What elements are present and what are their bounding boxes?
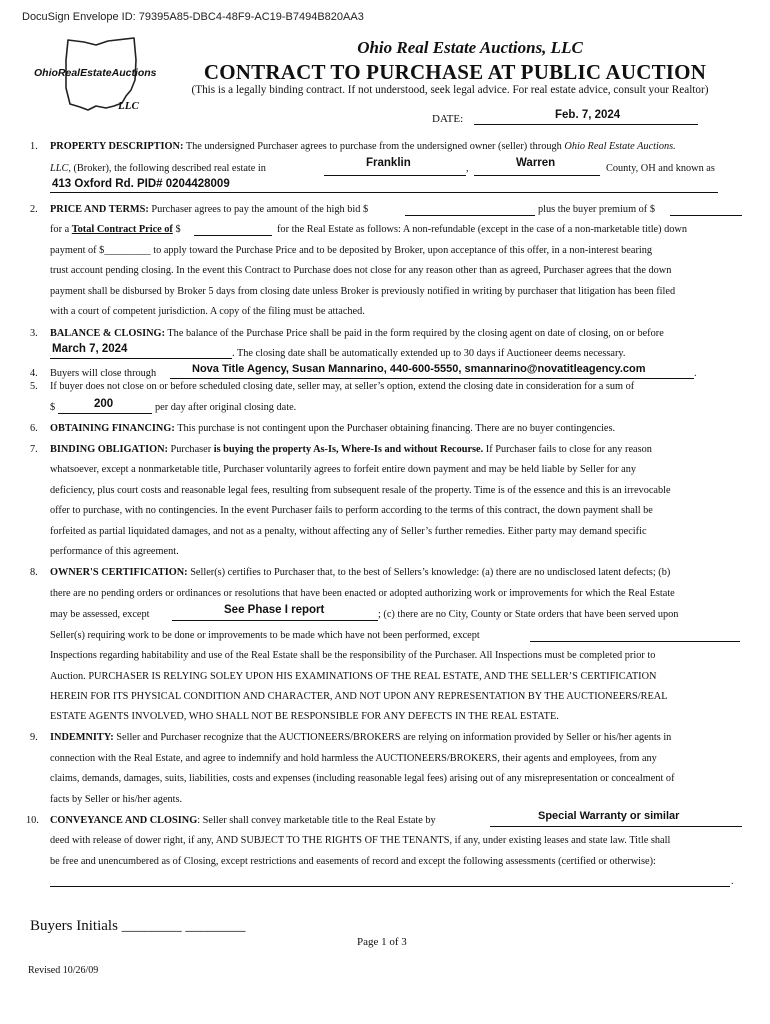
comma: , [466, 163, 469, 174]
logo-llc: LLC [118, 100, 139, 112]
section-number: 7. [30, 444, 38, 455]
section-10-line-1 [50, 815, 436, 826]
per-day-amount-field[interactable] [58, 413, 152, 414]
section-7-line-2: whatsoever, except a nonmarketable title, Purchaser voluntarily agrees to forfeit entire down payment and may be held liable by Seller for any [50, 464, 637, 475]
section-number: 8. [30, 567, 38, 578]
section-8-line-2: there are no pending orders or ordinances or resolutions that have been enacted or adopted authorizing work or improvements for which the Real Estate [50, 588, 675, 599]
section-7-line-3: deficiency, plus court costs and reasonable legal fees, resulting from subsequent resale of the property. Time is of the essence and this is an irrevocable [50, 485, 671, 496]
section-1-text: The undersigned Purchaser agrees to purchase from the undersigned owner (seller) through [185, 141, 562, 152]
section-8-line-7: HEREIN FOR ITS PHYSICAL CONDITION AND CHARACTER, AND NOT UPON ANY REPRESENTATION BY THE AUCTIONEERS/REAL [50, 691, 668, 702]
period: . [694, 368, 697, 379]
address-value: 413 Oxford Rd. PID# 0204428009 [52, 178, 230, 190]
section-6-line [50, 423, 615, 434]
section-2-dollar: $ [175, 224, 181, 235]
section-number: 2. [30, 204, 38, 215]
date-field[interactable] [474, 124, 698, 125]
section-number: 10. [26, 815, 39, 826]
section-number: 5. [30, 381, 38, 392]
section-4-text: Buyers will close through [50, 368, 157, 379]
section-7-line-4: offer to purchase, with no contingencies. In the event Purchaser fails to perform according to the terms of this contract, the down payment shall be [50, 505, 653, 516]
section-3-heading: BALANCE & CLOSING: [50, 328, 165, 339]
county-field[interactable] [474, 175, 600, 176]
date-value: Feb. 7, 2024 [555, 109, 621, 121]
address-field[interactable] [50, 192, 718, 193]
section-1-county-text: County, OH and known as [606, 163, 715, 174]
section-10-text: : Seller shall convey marketable title to the Real Estate by [197, 815, 436, 826]
closing-date-field[interactable] [50, 358, 232, 359]
section-8-heading: OWNER'S CERTIFICATION: [50, 567, 188, 578]
section-9-line-3: claims, demands, damages, suits, liabilities, costs and expenses (including reasonable legal fees) arising out of any misrepresentation or concealment of [50, 773, 675, 784]
section-number: 6. [30, 423, 38, 434]
section-3-line-2: . The closing date shall be automatically extended up to 30 days if Auctioneer deems necessary. [232, 348, 626, 359]
section-2-line-6: with a court of competent jurisdiction. A copy of the filing must be attached. [50, 306, 365, 317]
assessments-field[interactable] [50, 886, 730, 887]
section-7-purchaser: Purchaser [170, 444, 212, 455]
section-2-line-2-rest: for the Real Estate as follows: A non-refundable (except in the case of a non-marketable title) down [277, 224, 688, 235]
section-2-text: Purchaser agrees to pay the amount of the high bid $ [151, 204, 369, 215]
section-10-heading: CONVEYANCE AND CLOSING [50, 815, 198, 826]
section-9-heading: INDEMNITY: [50, 732, 114, 743]
section-5-line-1: If buyer does not close on or before scheduled closing date, seller may, at seller’s option, extend the closing date in consideration for a sum of [50, 381, 635, 392]
section-1-line-2 [50, 163, 266, 174]
total-contract-price-label: Total Contract Price of [71, 224, 173, 235]
section-2-line-3: payment of $_________ to apply toward the Purchase Price and to be deposited by Broker, upon acceptance of this offer, in a non-interest bearing [50, 245, 653, 256]
assessment-exception-value: See Phase I report [224, 604, 325, 616]
section-3-line-1 [50, 328, 664, 339]
section-3-text: The balance of the Purchase Price shall be paid in the form required by the closing agent on date of closing, on or before [167, 328, 664, 339]
section-9-line-1 [50, 732, 671, 743]
section-8-line-1 [50, 567, 670, 578]
high-bid-field[interactable] [405, 215, 535, 216]
section-7-line-6: performance of this agreement. [50, 546, 179, 557]
section-1-firm-italic: Ohio Real Estate Auctions. [564, 141, 676, 152]
section-number: 4. [30, 368, 38, 379]
section-1-text-2: (Broker), the following described real estate in [73, 163, 266, 174]
assessment-exception-field[interactable] [172, 620, 378, 621]
deed-type-field[interactable] [490, 826, 742, 827]
section-7-text: If Purchaser fails to close for any reason [485, 444, 652, 455]
city-field[interactable] [324, 175, 466, 176]
section-1-llc: LLC, [50, 163, 71, 174]
section-10-line-3: be free and unencumbered as of Closing, except restrictions and easements of record and except the following assessments (certified or otherwise): [50, 856, 656, 867]
section-5-dollar: $ [50, 402, 56, 413]
docusign-envelope-id: DocuSign Envelope ID: 79395A85-DBC4-48F9-AC19-B7494B820AA3 [22, 11, 364, 23]
section-2-line-4: trust account pending closing. In the event this Contract to Purchase does not close for any reason other than as agreed, Purchaser agrees that the down [50, 265, 672, 276]
section-9-line-4: facts by Seller or his/her agents. [50, 794, 183, 805]
deed-type-value: Special Warranty or similar [538, 810, 680, 822]
buyers-initials[interactable]: Buyers Initials ________ ________ [30, 918, 246, 934]
section-10-line-2: deed with release of dower right, if any, AND SUBJECT TO THE RIGHTS OF THE TENANTS, if any, under existing leases and state law. Title shall [50, 835, 671, 846]
section-9-line-2: connection with the Real Estate, and agree to indemnify and hold harmless the AUCTIONEERS/BROKERS, their agents and employees, from any [50, 753, 657, 764]
closing-agent-value: Nova Title Agency, Susan Mannarino, 440-600-5550, smannarino@novatitleagency.com [192, 363, 646, 375]
section-8-line-3b: ; (c) there are no City, County or State orders that have been served upon [378, 609, 679, 620]
city-value: Franklin [366, 157, 411, 169]
buyer-premium-field[interactable] [670, 215, 742, 216]
page-number: Page 1 of 3 [357, 936, 407, 948]
section-7-line-5: forfeited as partial liquidated damages, and not as a penalty, without affecting any of Seller’s further remedies. Either party may demand specific [50, 526, 647, 537]
firm-name: Ohio Real Estate Auctions, LLC [357, 38, 583, 57]
section-7-line-1 [50, 444, 652, 455]
per-day-amount-value: 200 [94, 398, 114, 410]
section-6-heading: OBTAINING FINANCING: [50, 423, 175, 434]
section-8-line-6: Auction. PURCHASER IS RELYING SOLEY UPON HIS EXAMINATIONS OF THE REAL ESTATE, AND THE SELLER’S CERTIFICATION [50, 671, 657, 682]
section-8-line-4: Seller(s) requiring work to be done or improvements to be made which have not been performed, except [50, 630, 480, 641]
section-5-line-2: per day after original closing date. [155, 402, 297, 413]
section-number: 3. [30, 328, 38, 339]
section-7-as-is: is buying the property As-Is, Where-Is and without Recourse. [213, 444, 484, 455]
work-exception-field[interactable] [530, 641, 740, 642]
period: . [731, 876, 734, 887]
closing-agent-field[interactable] [170, 378, 694, 379]
section-6-text: This purchase is not contingent upon the Purchaser obtaining financing. There are no buyer contingencies. [177, 423, 616, 434]
section-1-line-1 [50, 141, 676, 152]
section-2-for-a: for a [50, 224, 70, 235]
logo-text: OhioRealEstateAuctions [34, 67, 157, 79]
county-value: Warren [516, 157, 556, 169]
section-7-heading: BINDING OBLIGATION: [50, 444, 168, 455]
document-title: CONTRACT TO PURCHASE AT PUBLIC AUCTION [203, 60, 707, 84]
revision-date: Revised 10/26/09 [28, 965, 99, 976]
section-8-line-3a: may be assessed, except [50, 609, 150, 620]
section-8-text: Seller(s) certifies to Purchaser that, to the best of Sellers’s knowledge: (a) there are no undisclosed latent defects; (b) [190, 567, 671, 578]
section-9-text: Seller and Purchaser recognize that the AUCTIONEERS/BROKERS are relying on information provided by Seller or his/her agents in [116, 732, 672, 743]
closing-date-value: March 7, 2024 [52, 343, 128, 355]
section-1-heading: PROPERTY DESCRIPTION: [50, 141, 184, 152]
section-number: 1. [30, 141, 38, 152]
date-label: DATE: [432, 113, 464, 125]
total-contract-price-field[interactable] [194, 235, 272, 236]
section-8-line-8: ESTATE AGENTS INVOLVED, WHO SHALL NOT BE RESPONSIBLE FOR ANY DEFECTS IN THE REAL ESTATE. [50, 711, 559, 722]
section-2-premium-text: plus the buyer premium of $ [538, 204, 655, 215]
section-2-line-1 [50, 204, 368, 215]
section-2-heading: PRICE AND TERMS: [50, 204, 149, 215]
section-2-line-2 [50, 224, 181, 235]
document-subtitle: (This is a legally binding contract. If not understood, seek legal advice. For real estate advice, consult your Realtor) [191, 84, 709, 96]
section-2-line-5: payment shall be disbursed by Broker 5 days from closing date unless Broker is previously notified in writing by purchaser that litigation has been filed [50, 286, 676, 297]
section-number: 9. [30, 732, 38, 743]
section-8-line-5: Inspections regarding habitability and use of the Real Estate shall be the responsibility of the Purchaser. All Inspections must be completed prior to [50, 650, 656, 661]
